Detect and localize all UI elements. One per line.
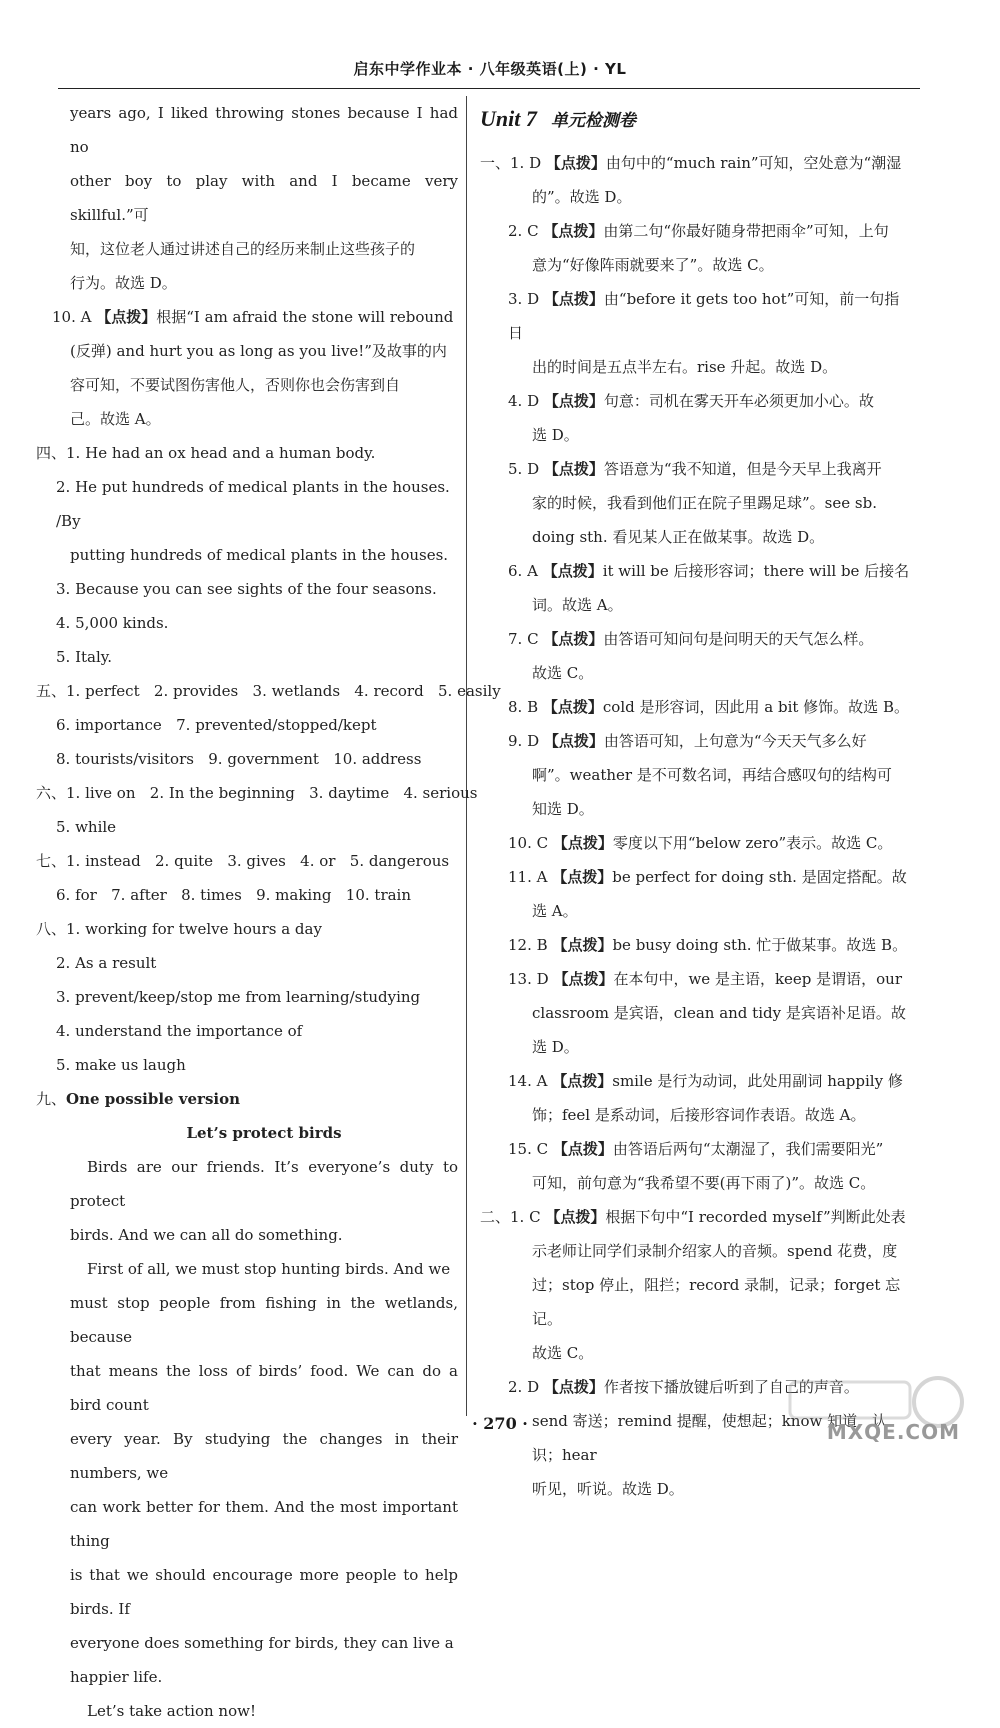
section-label: 六、 xyxy=(36,784,67,802)
continued-line: 行为。故选 D。 xyxy=(70,274,177,292)
answer-line xyxy=(480,724,910,758)
section-label: 五、 xyxy=(36,682,67,700)
section-4-line: 2. He put hundreds of medical plants in the houses. /By xyxy=(56,478,450,530)
right-column xyxy=(480,96,910,1506)
answer-text: be busy doing sth. 忙于做某事。故选 B。 xyxy=(612,936,908,954)
header-rule xyxy=(58,88,920,89)
answer-line xyxy=(36,300,458,334)
answer-number: 10. A xyxy=(52,308,92,326)
section-9-heading: 九、One possible version xyxy=(36,1090,241,1108)
tip-label: 【点拨】 xyxy=(552,936,613,954)
answer-text: cold 是形容词，因此用 a bit 修饰。故选 B。 xyxy=(602,698,909,716)
section-5-line: 五、1. perfect 2. provides 3. wetlands 4. record 5. easily xyxy=(36,682,501,700)
answer-line: classroom 是宾语，clean and tidy 是宾语补足语。故 xyxy=(532,1004,906,1022)
answer-text: 答语意为“我不知道，但是今天早上我离开 xyxy=(603,460,882,478)
essay-line: every year. By studying the changes in their numbers, we xyxy=(70,1430,458,1482)
tip-label: 【点拨】 xyxy=(542,562,603,580)
answer-line: 意为“好像阵雨就要来了”。故选 C。 xyxy=(532,256,774,274)
answer-line xyxy=(480,622,910,656)
continued-line: 知，这位老人通过讲述自己的经历来制止这些孩子的 xyxy=(70,240,416,258)
answer-text: it will be 后接形容词；there will be 后接名 xyxy=(602,562,910,580)
continued-line: years ago, I liked throwing stones because I had no xyxy=(70,104,458,156)
answer-line: 出的时间是五点半左右。rise 升起。故选 D。 xyxy=(532,358,838,376)
section-8-line: 4. understand the importance of xyxy=(56,1022,303,1040)
answer-text: 由句中的“much rain”可知，空处意为“潮湿 xyxy=(605,154,902,172)
section-4-line: 3. Because you can see sights of the four seasons. xyxy=(56,580,437,598)
answer-line: 啊”。weather 是不可数名词，再结合感叹句的结构可 xyxy=(532,766,892,784)
answer-line: 容可知，不要试图伤害他人，否则你也会伤害到自 xyxy=(70,376,401,394)
answer-number: 2. D xyxy=(508,1378,540,1396)
answer-number: 1. C xyxy=(510,1208,541,1226)
essay-line: Birds are our friends. It’s everyone’s duty to protect xyxy=(70,1158,458,1210)
answer-line xyxy=(480,214,910,248)
answer-line: 知选 D。 xyxy=(532,800,594,818)
section-6-line: 六、1. live on 2. In the beginning 3. daytime 4. serious xyxy=(36,784,478,802)
section-4-line: 5. Italy. xyxy=(56,648,113,666)
answer-line xyxy=(480,1064,910,1098)
section-8-line: 3. prevent/keep/stop me from learning/studying xyxy=(56,988,421,1006)
answer-number: 4. D xyxy=(508,392,540,410)
answer-number: 6. A xyxy=(508,562,538,580)
answer-line xyxy=(480,962,910,996)
essay-line: is that we should encourage more people to help birds. If xyxy=(70,1566,458,1618)
section-label: 八、 xyxy=(36,920,67,938)
answer-line: 己。故选 A。 xyxy=(70,410,161,428)
answer-number: 10. C xyxy=(508,834,549,852)
tip-label: 【点拨】 xyxy=(552,1140,613,1158)
answer-text: 由答语可知，上句意为“今天天气多么好 xyxy=(603,732,867,750)
tip-label: 【点拨】 xyxy=(543,732,604,750)
answer-text: 作者按下播放键后听到了自己的声音。 xyxy=(603,1378,859,1396)
answer-number: 1. D xyxy=(510,154,542,172)
essay-line: everyone does something for birds, they can live a xyxy=(70,1634,454,1652)
continued-line: other boy to play with and I became very skillful.”可 xyxy=(70,172,458,224)
essay-line: that means the loss of birds’ food. We can do a bird count xyxy=(70,1362,458,1414)
section-4-line: putting hundreds of medical plants in the houses. xyxy=(70,546,449,564)
answer-number: 14. A xyxy=(508,1072,548,1090)
page-number: · 270 · xyxy=(472,1414,528,1433)
section-label: 四、 xyxy=(36,444,67,462)
section-8-line: 5. make us laugh xyxy=(56,1056,186,1074)
answer-number: 3. D xyxy=(508,290,540,308)
answer-number: 7. C xyxy=(508,630,539,648)
unit-subtitle: 单元检测卷 xyxy=(550,111,636,130)
tip-label: 【点拨】 xyxy=(553,970,614,988)
answer-number: 12. B xyxy=(508,936,548,954)
answer-line xyxy=(480,1132,910,1166)
answer-line: 词。故选 A。 xyxy=(532,596,623,614)
answer-text: be perfect for doing sth. 是固定搭配。故 xyxy=(612,868,907,886)
section-8-line: 2. As a result xyxy=(56,954,157,972)
section-7-line: 七、1. instead 2. quite 3. gives 4. or 5. dangerous xyxy=(36,852,450,870)
tip-label: 【点拨】 xyxy=(543,630,604,648)
tip-label: 【点拨】 xyxy=(545,1208,606,1226)
answer-line: 故选 C。 xyxy=(532,1344,594,1362)
section-label: 一、 xyxy=(480,154,511,172)
tip-label: 【点拨】 xyxy=(543,1378,604,1396)
tip-label: 【点拨】 xyxy=(552,1072,613,1090)
answer-text: 由答语可知问句是问明天的天气怎么样。 xyxy=(603,630,874,648)
essay-title: Let’s protect birds xyxy=(186,1124,342,1142)
answer-line xyxy=(480,860,910,894)
tip-label: 【点拨】 xyxy=(543,392,604,410)
answer-line: 家的时候，我看到他们正在院子里踢足球”。see sb. xyxy=(532,494,877,512)
essay-line: Let’s take action now! xyxy=(87,1702,256,1720)
answer-text: 根据下句中“I recorded myself”判断此处表 xyxy=(605,1208,906,1226)
answer-text: 句意：司机在雾天开车必须更加小心。故 xyxy=(603,392,874,410)
answer-line: (反弹) and hurt you as long as you live!”及故事的内 xyxy=(70,342,447,360)
answer-line: 饰；feel 是系动词，后接形容词作表语。故选 A。 xyxy=(532,1106,866,1124)
section-label: 二、 xyxy=(480,1208,511,1226)
answer-text: 由答语后两句“太潮湿了，我们需要阳光” xyxy=(612,1140,884,1158)
tip-label: 【点拨】 xyxy=(543,222,604,240)
answer-number: 13. D xyxy=(508,970,549,988)
answer-text: 由“before it gets too hot”可知，前一句指日 xyxy=(508,290,900,342)
answer-line xyxy=(480,690,910,724)
section-label: 七、 xyxy=(36,852,67,870)
answer-text: 根据“I am afraid the stone will rebound xyxy=(156,308,454,326)
section-8-line: 八、1. working for twelve hours a day xyxy=(36,920,322,938)
tip-label: 【点拨】 xyxy=(552,868,613,886)
watermark-text: MXQE.COM xyxy=(826,1420,960,1444)
column-divider xyxy=(466,96,467,1416)
tip-label: 【点拨】 xyxy=(543,460,604,478)
tip-label: 【点拨】 xyxy=(96,308,157,326)
answer-list xyxy=(480,146,910,1506)
answer-line xyxy=(480,282,910,350)
answer-line: 故选 C。 xyxy=(532,664,594,682)
answer-text: 由第二句“你最好随身带把雨伞”可知，上句 xyxy=(603,222,889,240)
answer-line xyxy=(480,928,910,962)
section-4-line: 四、1. He had an ox head and a human body. xyxy=(36,444,376,462)
answer-line: 示老师让同学们录制介绍家人的音频。spend 花费，度 xyxy=(532,1242,898,1260)
answer-line xyxy=(480,554,910,588)
tip-label: 【点拨】 xyxy=(543,290,604,308)
answer-line xyxy=(480,384,910,418)
answer-line xyxy=(480,452,910,486)
answer-line: 选 D。 xyxy=(532,1038,579,1056)
answer-line: 听见，听说。故选 D。 xyxy=(532,1480,684,1498)
section-label: 九、 xyxy=(36,1090,67,1108)
answer-number: 8. B xyxy=(508,698,539,716)
section-4-line: 4. 5,000 kinds. xyxy=(56,614,169,632)
answer-line xyxy=(480,146,910,180)
essay-line: happier life. xyxy=(70,1668,163,1686)
section-7-line: 6. for 7. after 8. times 9. making 10. train xyxy=(56,886,412,904)
answer-line: 选 D。 xyxy=(532,426,579,444)
section-5-line: 6. importance 7. prevented/stopped/kept xyxy=(56,716,377,734)
answer-text: 零度以下用“below zero”表示。故选 C。 xyxy=(612,834,893,852)
essay-line: First of all, we must stop hunting birds. And we xyxy=(87,1260,451,1278)
answer-line: 的”。故选 D。 xyxy=(532,188,632,206)
essay-line: must stop people from fishing in the wetlands, because xyxy=(70,1294,458,1346)
answer-number: 11. A xyxy=(508,868,548,886)
section-6-line: 5. while xyxy=(56,818,117,836)
answer-number: 15. C xyxy=(508,1140,549,1158)
answer-line: 过；stop 停止，阻拦；record 录制，记录；forget 忘记。 xyxy=(532,1276,901,1328)
answer-line: send 寄送；remind 提醒，使想起；know 知道，认识；hear xyxy=(532,1412,888,1464)
essay-line: birds. And we can all do something. xyxy=(70,1226,343,1244)
answer-line: 选 A。 xyxy=(532,902,578,920)
tip-label: 【点拨】 xyxy=(542,698,603,716)
section-5-line: 8. tourists/visitors 9. government 10. address xyxy=(56,750,422,768)
page-header: 启东中学作业本 · 八年级英语(上) · YL xyxy=(353,60,627,78)
unit-title: Unit 7 单元检测卷 xyxy=(480,106,636,131)
tip-label: 【点拨】 xyxy=(552,834,613,852)
answer-text: 在本句中，we 是主语，keep 是谓语，our xyxy=(613,970,903,988)
answer-number: 9. D xyxy=(508,732,540,750)
answer-line: doing sth. 看见某人正在做某事。故选 D。 xyxy=(532,528,825,546)
essay-line: can work better for them. And the most important thing xyxy=(70,1498,458,1550)
answer-line: 可知，前句意为“我希望不要(再下雨了)”。故选 C。 xyxy=(532,1174,876,1192)
answer-number: 2. C xyxy=(508,222,539,240)
answer-line xyxy=(480,826,910,860)
answer-number: 5. D xyxy=(508,460,540,478)
answer-line xyxy=(480,1200,910,1234)
tip-label: 【点拨】 xyxy=(545,154,606,172)
answer-text: smile 是行为动词，此处用副词 happily 修 xyxy=(612,1072,903,1090)
